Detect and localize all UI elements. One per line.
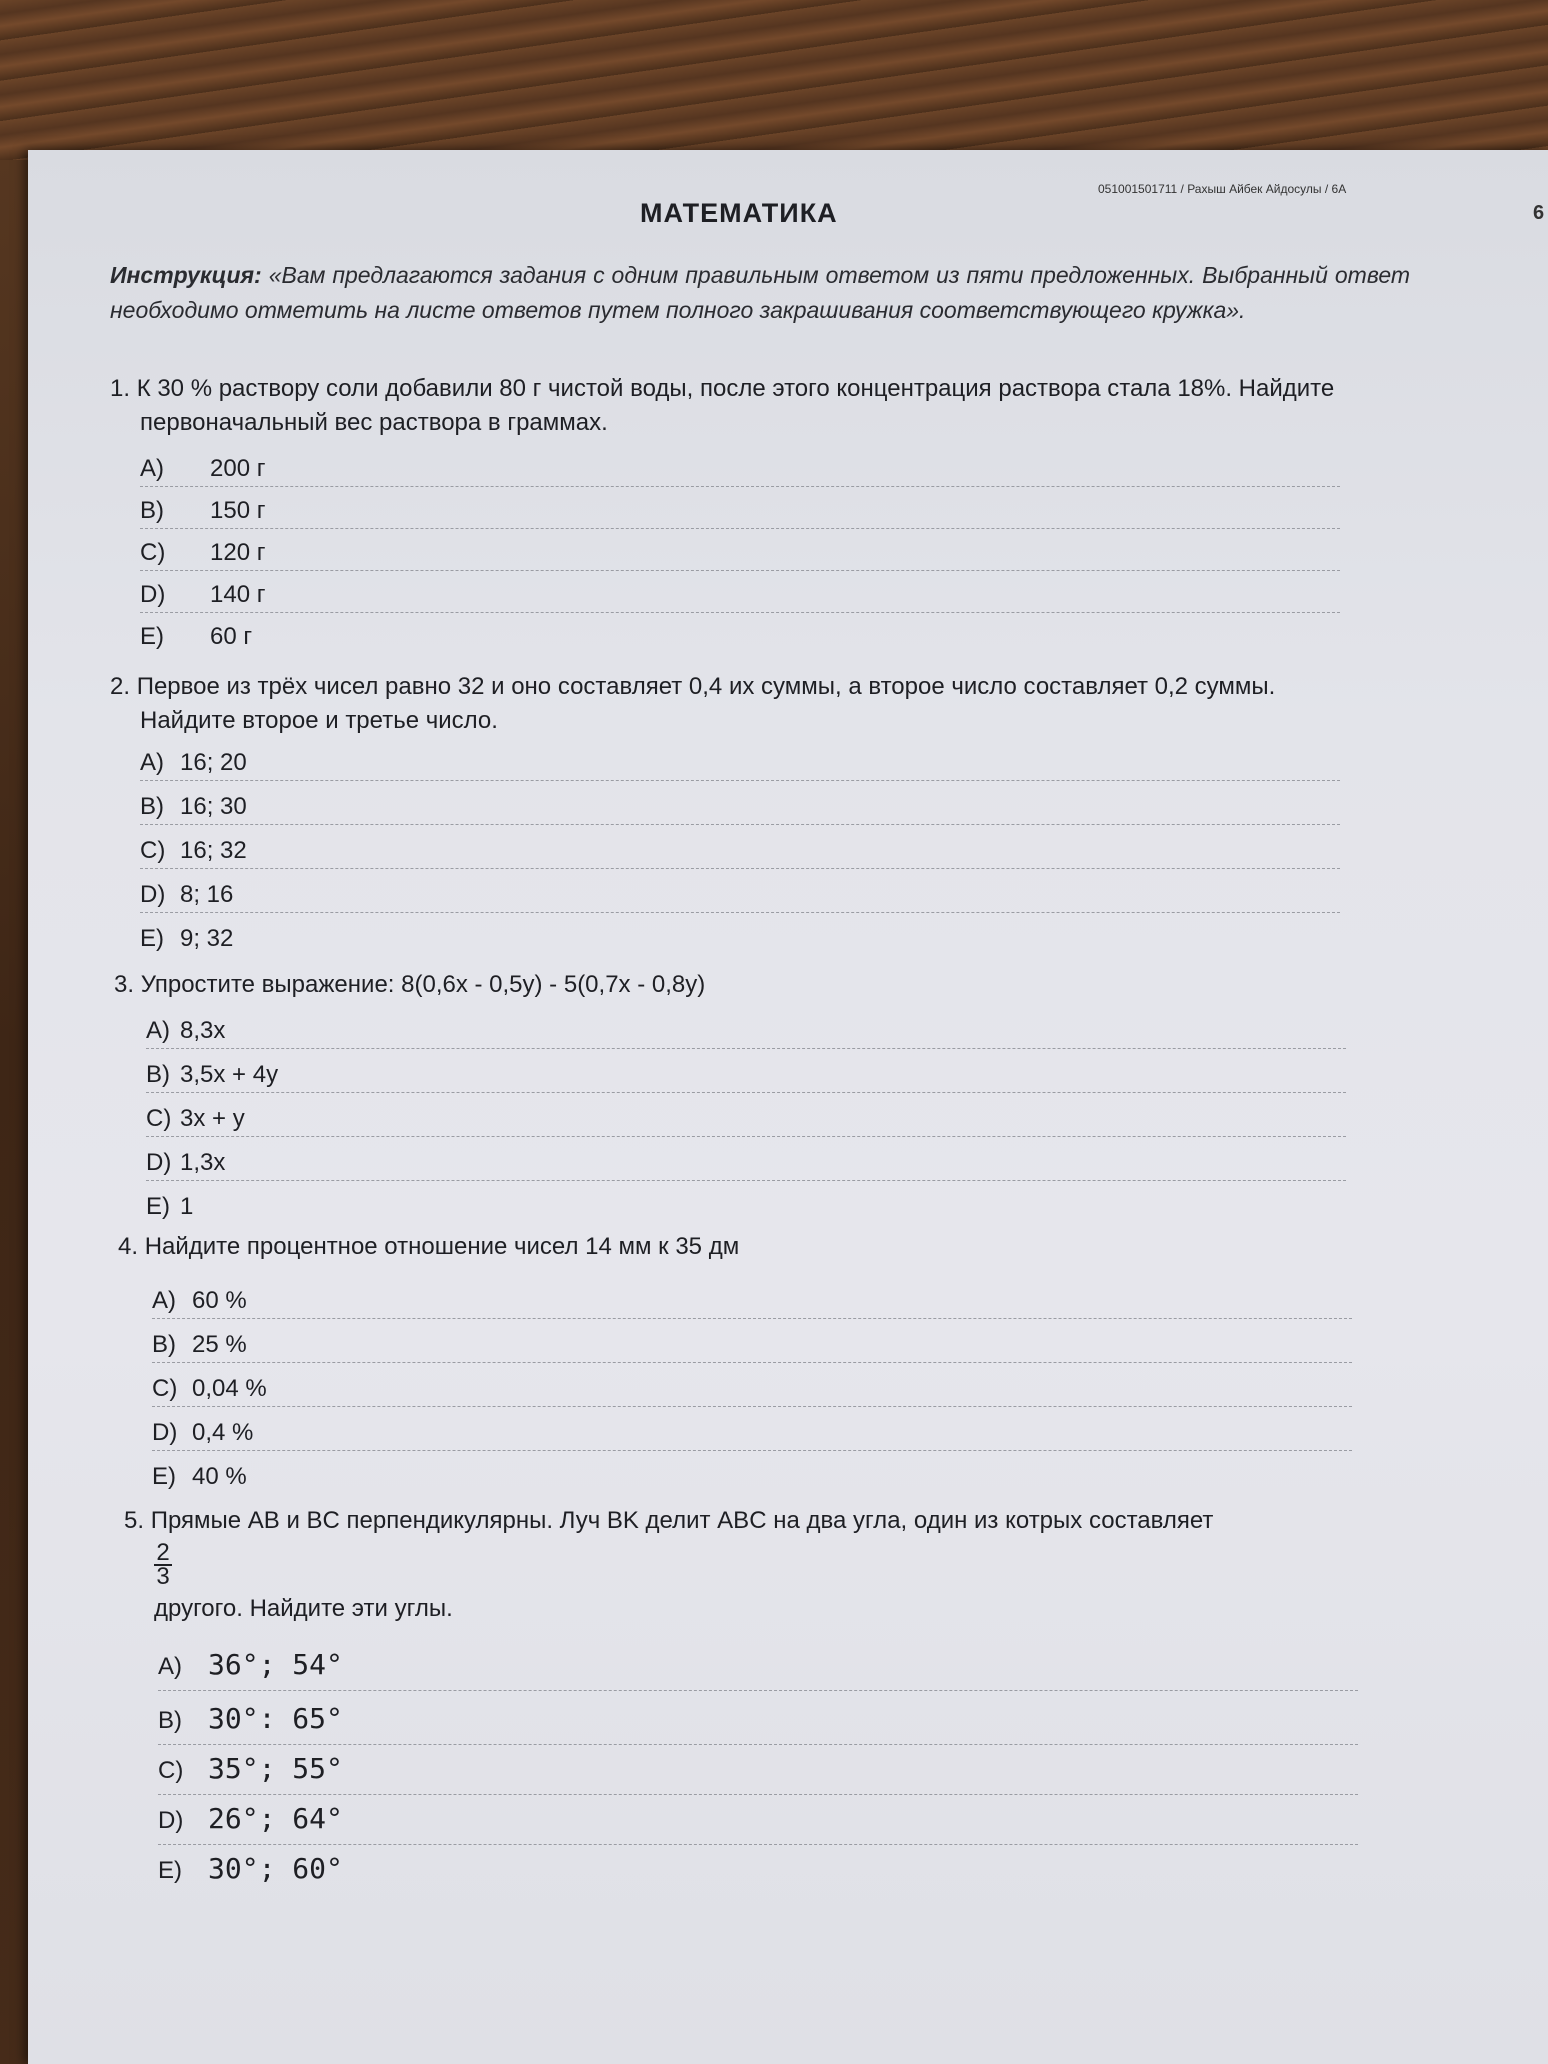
answer-option — [146, 1016, 1346, 1049]
answer-option — [158, 1754, 1358, 1795]
option-text: 140 г — [210, 581, 266, 608]
document-id: 051001501711 / Рахыш Айбек Айдосулы / 6А — [1098, 182, 1347, 196]
option-letter: B) — [140, 793, 164, 820]
option-text: 120 г — [210, 539, 266, 566]
question-5 — [124, 1504, 1454, 1626]
option-text: 16; 20 — [180, 749, 247, 776]
answer-option — [152, 1418, 1352, 1451]
question-number: 2. — [110, 673, 131, 700]
option-letter: A) — [146, 1017, 170, 1044]
question-text: К 30 % раствору соли добавили 80 г чистой воды, после этого концентрация раствора стала 18%. Найдите первоначальный вес раствора в граммах. — [136, 375, 1335, 436]
answer-option — [146, 1148, 1346, 1181]
option-text: 30°: 65° — [208, 1702, 343, 1735]
option-text: 60 г — [210, 623, 253, 650]
option-text: 16; 30 — [180, 793, 247, 820]
question-number: 5. — [124, 1507, 145, 1534]
option-text: 1,3x — [180, 1149, 226, 1176]
option-text: 200 г — [210, 455, 266, 482]
option-letter: A) — [140, 455, 164, 482]
option-text: 0,4 % — [192, 1419, 254, 1446]
option-letter: C) — [152, 1375, 178, 1402]
question-number: 3. — [114, 971, 135, 998]
question-text: Найдите процентное отношение чисел 14 мм к 35 дм — [144, 1233, 740, 1260]
answer-option — [140, 880, 1340, 913]
option-letter: E) — [152, 1463, 176, 1490]
answer-option — [146, 1060, 1346, 1093]
answer-option — [152, 1374, 1352, 1407]
option-letter: A) — [140, 749, 164, 776]
question-number: 1. — [110, 375, 131, 402]
fraction-two-thirds — [154, 1539, 172, 1590]
question-4 — [118, 1230, 1368, 1264]
question-text-continued: другого. Найдите эти углы. — [154, 1595, 453, 1622]
option-letter: B) — [158, 1707, 182, 1734]
option-letter: C) — [140, 539, 166, 566]
option-text: 1 — [180, 1193, 194, 1220]
option-text: 26°; 64° — [208, 1802, 343, 1835]
answer-option — [140, 836, 1340, 869]
answer-option — [146, 1104, 1346, 1137]
page-title: МАТЕМАТИКА — [640, 198, 838, 228]
option-text: 8,3x — [180, 1017, 226, 1044]
question-3 — [114, 968, 1364, 1002]
answer-option — [158, 1650, 1358, 1691]
answer-option — [140, 538, 1340, 571]
answer-option — [140, 622, 1340, 654]
question-1 — [110, 372, 1360, 440]
question-text: Упростите выражение: 8(0,6x - 0,5y) - 5(0,7x - 0,8y) — [140, 971, 706, 998]
option-letter: D) — [152, 1419, 178, 1446]
option-text: 3x + y — [180, 1105, 245, 1132]
question-number: 4. — [118, 1233, 139, 1260]
option-letter: E) — [146, 1193, 170, 1220]
exam-sheet — [28, 150, 1548, 2064]
answer-option — [158, 1804, 1358, 1845]
option-letter: A) — [152, 1287, 176, 1314]
question-2 — [110, 670, 1360, 738]
answer-option — [158, 1704, 1358, 1745]
instruction-label: Инструкция: — [110, 262, 262, 288]
option-letter: E) — [140, 925, 164, 952]
option-letter: E) — [158, 1857, 182, 1884]
fraction-denominator: 3 — [156, 1563, 170, 1590]
option-letter: D) — [158, 1807, 184, 1834]
option-letter: D) — [140, 581, 166, 608]
option-text: 0,04 % — [192, 1375, 267, 1402]
option-text: 9; 32 — [180, 925, 234, 952]
option-letter: A) — [158, 1653, 182, 1680]
answer-option — [146, 1192, 1346, 1224]
instruction-block — [110, 258, 1410, 328]
answer-option — [140, 924, 1340, 956]
option-text: 36°; 54° — [208, 1648, 343, 1681]
option-letter: E) — [140, 623, 164, 650]
answer-option — [140, 580, 1340, 613]
option-text: 30°; 60° — [208, 1852, 343, 1885]
answer-option — [140, 496, 1340, 529]
option-letter: D) — [140, 881, 166, 908]
option-letter: B) — [146, 1061, 170, 1088]
option-text: 16; 32 — [180, 837, 247, 864]
wooden-table-background — [0, 0, 1548, 160]
instruction-text: «Вам предлагаются задания с одним правильным ответом из пяти предложенных. Выбранный ответ необходимо отметить на листе ответов путем полного закрашивания соответствующего кружка». — [110, 262, 1411, 323]
option-letter: C) — [146, 1105, 172, 1132]
page-number: 6 — [1533, 202, 1545, 224]
option-letter: C) — [140, 837, 166, 864]
option-text: 3,5x + 4y — [180, 1061, 279, 1088]
fraction-numerator: 2 — [154, 1542, 172, 1566]
option-text: 150 г — [210, 497, 266, 524]
answer-option — [152, 1286, 1352, 1319]
option-text: 60 % — [192, 1287, 247, 1314]
question-text: Первое из трёх чисел равно 32 и оно составляет 0,4 их суммы, а второе число составляет 0,2 суммы. Найдите второе и третье число. — [136, 673, 1276, 734]
answer-option — [152, 1462, 1352, 1494]
answer-option — [158, 1854, 1358, 1894]
answer-option — [140, 454, 1340, 487]
option-text: 25 % — [192, 1331, 247, 1358]
option-letter: D) — [146, 1149, 172, 1176]
option-text: 35°; 55° — [208, 1752, 343, 1785]
option-letter: B) — [152, 1331, 176, 1358]
option-text: 8; 16 — [180, 881, 234, 908]
answer-option — [140, 748, 1340, 781]
answer-option — [152, 1330, 1352, 1363]
question-text: Прямые AB и BC перпендикулярны. Луч BK делит ABC на два угла, один из котрых составляет — [150, 1507, 1214, 1534]
option-text: 40 % — [192, 1463, 247, 1490]
answer-option — [140, 792, 1340, 825]
option-letter: C) — [158, 1757, 184, 1784]
option-letter: B) — [140, 497, 164, 524]
